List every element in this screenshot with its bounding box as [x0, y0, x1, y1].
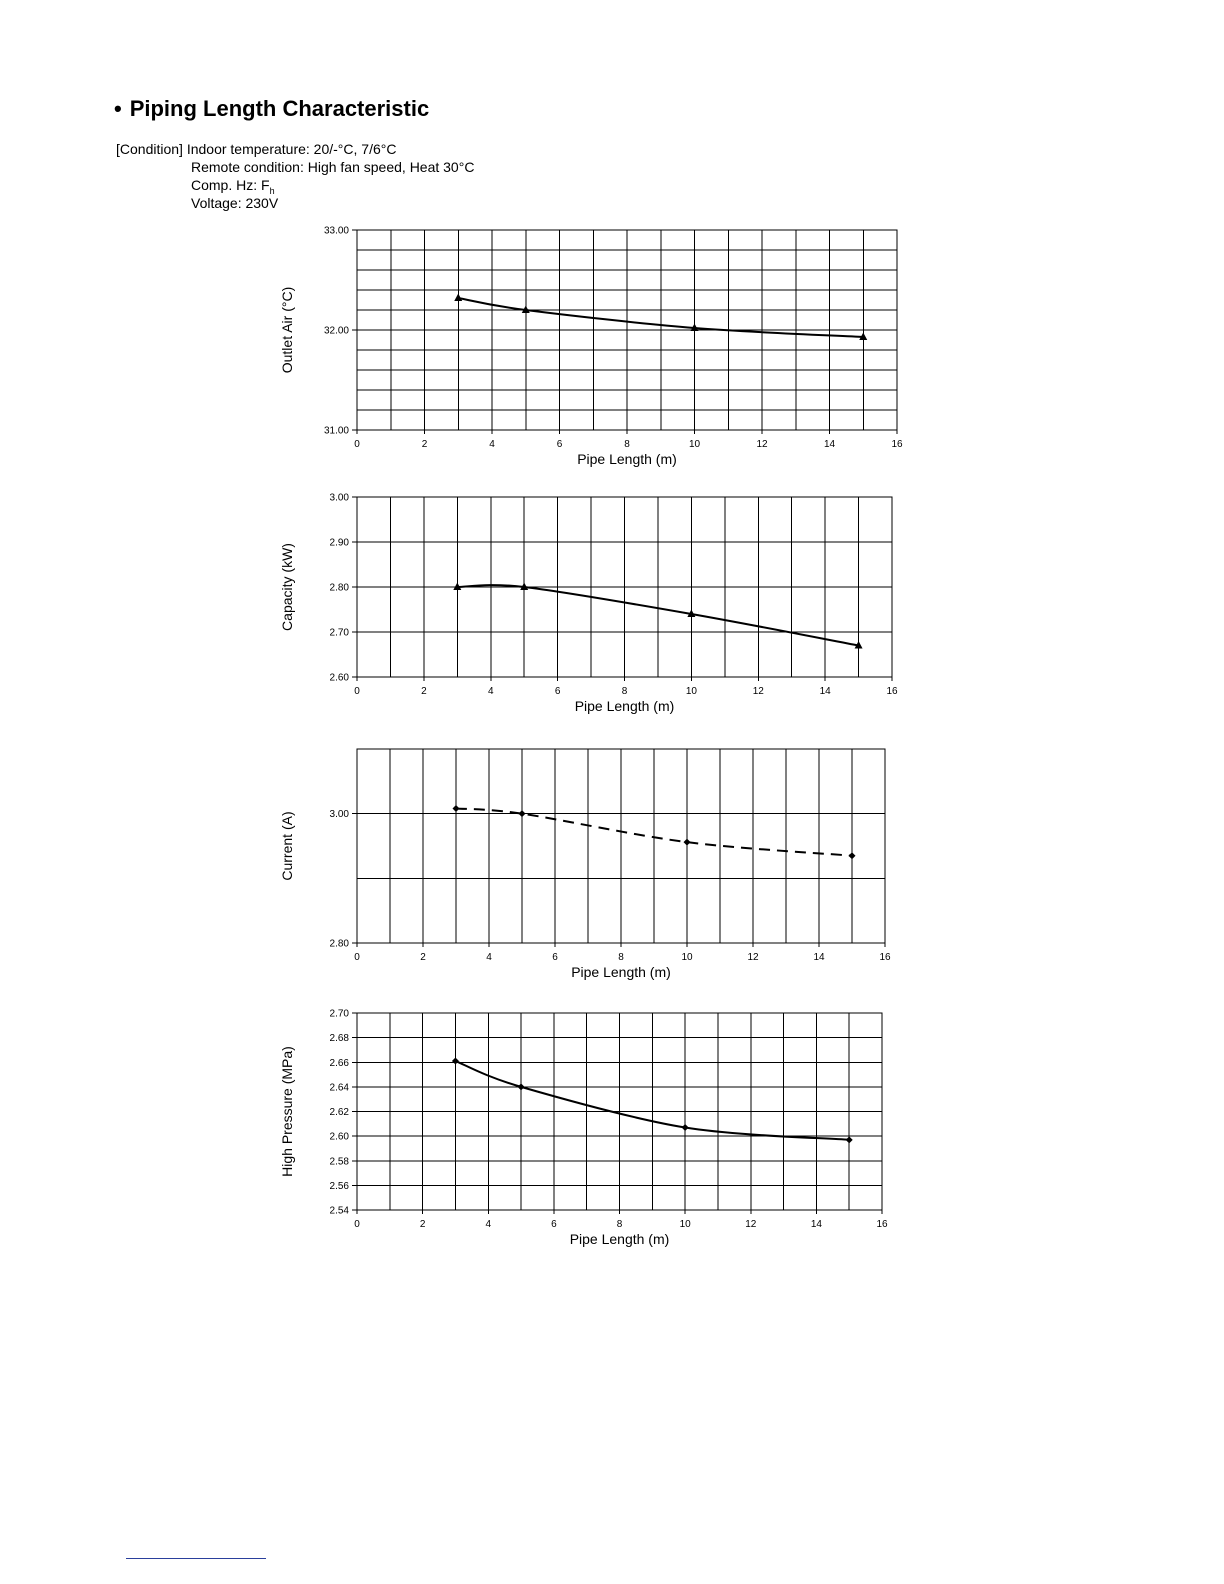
data-point [453, 805, 460, 812]
condition-line: Voltage: 230V [191, 195, 279, 211]
data-point [454, 294, 462, 302]
x-tick-label: 6 [552, 952, 558, 963]
y-tick-label: 2.70 [329, 1008, 349, 1020]
y-tick-label: 2.60 [329, 672, 349, 684]
x-axis-label: Pipe Length (m) [577, 451, 677, 467]
data-point [519, 810, 526, 817]
x-tick-label: 4 [486, 952, 492, 963]
x-tick-label: 10 [685, 686, 697, 697]
x-tick-label: 4 [485, 1219, 492, 1230]
x-tick-label: 8 [616, 1219, 623, 1230]
y-tick-label: 2.70 [329, 627, 349, 639]
x-tick-label: 12 [747, 952, 759, 963]
x-tick-label: 16 [876, 1219, 888, 1230]
x-tick-label: 14 [810, 1219, 822, 1230]
x-tick-label: 8 [624, 439, 630, 450]
y-axis-label: High Pressure (MPa) [279, 1046, 295, 1177]
x-tick-label: 12 [756, 439, 768, 450]
x-tick-label: 16 [886, 686, 898, 697]
x-tick-label: 14 [813, 952, 825, 963]
condition-line: Comp. Hz: $F_h$ [191, 177, 275, 196]
y-tick-label: 2.80 [329, 938, 349, 950]
data-point [684, 839, 691, 846]
x-tick-label: 2 [421, 439, 428, 450]
data-point [849, 852, 856, 859]
data-point [452, 1058, 459, 1065]
x-tick-label: 8 [618, 952, 624, 963]
y-tick-label: 2.90 [329, 537, 349, 549]
x-tick-label: 10 [681, 952, 693, 963]
y-tick-label: 3.00 [329, 492, 349, 504]
x-tick-label: 16 [879, 952, 891, 963]
y-tick-label: 2.54 [329, 1205, 349, 1217]
x-tick-label: 0 [354, 686, 360, 697]
y-tick-label: 2.58 [329, 1156, 349, 1168]
x-tick-label: 6 [554, 686, 561, 697]
x-axis-label: Pipe Length (m) [574, 698, 675, 714]
chart-2 [279, 493, 898, 715]
x-tick-label: 14 [819, 686, 831, 697]
y-tick-label: 32.00 [323, 325, 349, 337]
chart-3 [279, 749, 891, 980]
x-tick-label: 0 [354, 439, 360, 450]
x-tick-label: 12 [745, 1219, 757, 1230]
x-axis-label: Pipe Length (m) [569, 1231, 670, 1247]
x-tick-label: 12 [752, 686, 764, 697]
chart-1 [279, 226, 903, 468]
chart-4 [279, 1009, 888, 1248]
y-axis-label: Outlet Air (°C) [279, 286, 295, 374]
y-tick-label: 2.80 [329, 582, 349, 594]
y-tick-label: 2.66 [329, 1057, 349, 1069]
data-point [846, 1136, 853, 1143]
x-tick-label: 6 [556, 439, 563, 450]
bullet: • [114, 96, 122, 121]
x-tick-label: 0 [354, 1219, 360, 1230]
y-tick-label: 31.00 [323, 425, 349, 437]
x-tick-label: 14 [823, 439, 836, 450]
condition-line: Remote condition: High fan speed, Heat 30°C [191, 159, 475, 175]
condition-line: [Condition] Indoor temperature: 20/-°C, 7/6°C [116, 141, 397, 157]
y-axis-label: Current (A) [279, 811, 295, 881]
x-tick-label: 0 [354, 952, 360, 963]
y-tick-label: 2.56 [329, 1180, 349, 1192]
footer-rule [126, 1558, 266, 1559]
y-tick-label: 2.64 [329, 1082, 349, 1094]
x-tick-label: 2 [421, 686, 427, 697]
y-tick-label: 2.68 [329, 1033, 349, 1045]
page-title-text: Piping Length Characteristic [129, 96, 430, 121]
x-tick-label: 10 [688, 439, 701, 450]
x-tick-label: 10 [679, 1219, 691, 1230]
x-tick-label: 16 [891, 439, 903, 450]
y-tick-label: 2.62 [329, 1107, 349, 1118]
y-tick-label: 33.00 [323, 225, 349, 237]
data-point [518, 1083, 525, 1090]
data-point [682, 1124, 689, 1131]
x-tick-label: 2 [419, 1219, 426, 1230]
x-axis-label: Pipe Length (m) [571, 964, 671, 980]
y-tick-label: 2.60 [329, 1131, 349, 1143]
y-tick-label: 3.00 [329, 809, 349, 821]
x-tick-label: 4 [487, 686, 494, 697]
x-tick-label: 6 [551, 1219, 557, 1230]
y-axis-label: Capacity (kW) [279, 543, 295, 631]
x-tick-label: 4 [489, 439, 495, 450]
x-tick-label: 8 [621, 686, 628, 697]
x-tick-label: 2 [420, 952, 426, 963]
